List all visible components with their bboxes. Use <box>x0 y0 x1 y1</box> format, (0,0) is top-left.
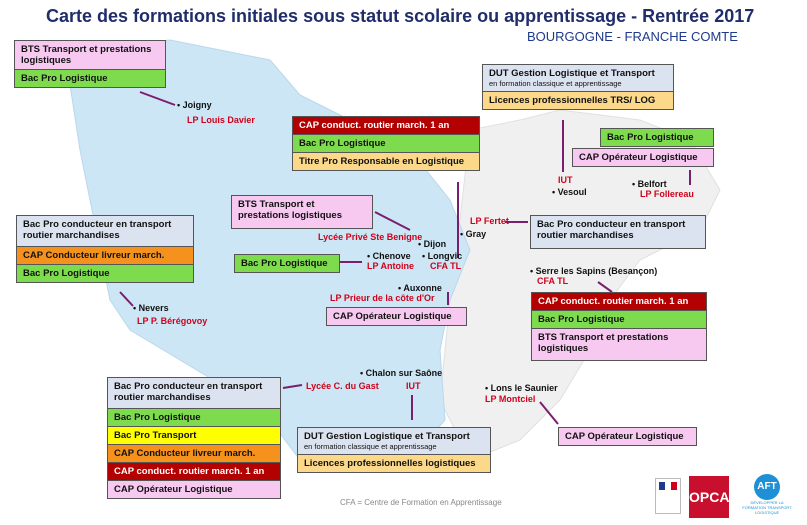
formation-item <box>483 65 673 92</box>
inst-gray: LP Fertet <box>470 216 509 226</box>
inst-nevers: LP P. Bérégovoy <box>137 316 208 326</box>
formation-item: Bac Pro conducteur en transport routier marchandises <box>531 216 705 248</box>
aft-logo-mark: AFT <box>754 474 780 500</box>
formation-item: Bac Pro Logistique <box>293 135 479 153</box>
formation-subtitle: en formation classique et apprentissage <box>489 79 622 88</box>
city-lons: • Lons le Saunier <box>485 383 558 393</box>
formation-item: Bac Pro Logistique <box>15 70 165 87</box>
inst-lons: LP Montciel <box>485 394 536 404</box>
inst-joigny: LP Louis Davier <box>187 115 255 125</box>
inst-vesoul: IUT <box>558 175 573 185</box>
inst-dijon-prive: Lycée Privé Ste Benigne <box>318 232 423 242</box>
formation-item: CAP Conducteur livreur march. <box>17 247 193 265</box>
inst-serre: CFA TL <box>537 276 569 286</box>
serre-formations <box>531 292 707 361</box>
formation-item: CAP conduct. routier march. 1 an <box>108 463 280 481</box>
city-auxonne: • Auxonne <box>398 283 442 293</box>
chalon-lycee-formations <box>107 377 281 499</box>
formation-title: DUT Gestion Logistique et Transport <box>304 431 470 442</box>
city-longvic: • Longvic <box>422 251 462 261</box>
dijon-prive-formations <box>231 195 373 229</box>
city-vesoul: • Vesoul <box>552 187 587 197</box>
vesoul-formations <box>482 64 674 110</box>
formation-item: CAP Opérateur Logistique <box>559 428 696 445</box>
inst-belfort: LP Follereau <box>640 189 694 199</box>
inst-chalon-iut: IUT <box>406 381 421 391</box>
formation-item: Licences professionnelles logistiques <box>298 455 490 472</box>
city-serre: • Serre les Sapins (Besançon) <box>530 266 657 276</box>
formation-item: CAP Opérateur Logistique <box>327 308 466 325</box>
formation-item: Bac Pro Transport <box>108 427 280 445</box>
inst-auxonne: LP Prieur de la côte d'Or <box>330 293 435 303</box>
formation-item: Bac Pro Logistique <box>532 311 706 329</box>
city-nevers: • Nevers <box>133 303 169 313</box>
formation-item: BTS Transport et prestations logistiques <box>15 41 165 70</box>
page-title: Carte des formations initiales sous statut scolaire ou apprentissage - Rentrée 2017 <box>46 6 755 26</box>
formation-item: CAP conduct. routier march. 1 an <box>532 293 706 311</box>
formation-item: Licences professionnelles TRS/ LOG <box>483 92 673 109</box>
formation-item: CAP conduct. routier march. 1 an <box>293 117 479 135</box>
republique-francaise-logo <box>655 478 681 514</box>
formation-item: Bac Pro Logistique <box>108 409 280 427</box>
inst-longvic: CFA TL <box>430 261 462 271</box>
formation-item: CAP Opérateur Logistique <box>108 481 280 498</box>
aft-tagline: DÉVELOPPER LA FORMATION TRANSPORT LOGISTIQUE <box>742 500 792 515</box>
formation-item: Bac Pro Logistique <box>17 265 193 282</box>
footer-note: CFA = Centre de Formation en Apprentissage <box>340 498 502 507</box>
formation-item: Bac Pro Logistique <box>235 255 339 272</box>
chalon-iut-formations <box>297 427 491 473</box>
city-gray: • Gray <box>460 229 486 239</box>
lons-formations <box>558 427 697 446</box>
aft-logo <box>742 474 792 518</box>
city-chenove: • Chenove <box>367 251 411 261</box>
city-chalon: • Chalon sur Saône <box>360 368 442 378</box>
city-belfort: • Belfort <box>632 179 667 189</box>
formation-item: Bac Pro Logistique <box>601 129 713 146</box>
belfort-formations-2 <box>572 148 714 167</box>
joigny-formations <box>14 40 166 88</box>
city-joigny: • Joigny <box>177 100 212 110</box>
formation-item: BTS Transport et prestations logistiques <box>232 196 372 228</box>
belfort-formations <box>600 128 714 147</box>
formation-item: Bac Pro conducteur en transport routier marchandises <box>17 216 193 247</box>
auxonne-formations <box>326 307 467 326</box>
longvic-formations <box>292 116 480 171</box>
inst-chenove: LP Antoine <box>367 261 414 271</box>
formation-title: DUT Gestion Logistique et Transport <box>489 68 655 79</box>
gray-formations <box>530 215 706 249</box>
opca-logo: OPCA <box>689 476 729 518</box>
formation-item: CAP Conducteur livreur march. <box>108 445 280 463</box>
city-dijon: • Dijon <box>418 239 446 249</box>
formation-item <box>298 428 490 455</box>
formation-item: BTS Transport et prestations logistiques <box>532 329 706 360</box>
inst-chalon-lycee: Lycée C. du Gast <box>306 381 379 391</box>
chenove-formations <box>234 254 340 273</box>
formation-item: CAP Opérateur Logistique <box>573 149 713 166</box>
page-subtitle: BOURGOGNE - FRANCHE COMTE <box>527 29 738 44</box>
formation-subtitle: en formation classique et apprentissage <box>304 442 437 451</box>
nevers-formations <box>16 215 194 283</box>
formation-item: Bac Pro conducteur en transport routier marchandises <box>108 378 280 409</box>
formation-item: Titre Pro Responsable en Logistique <box>293 153 479 170</box>
